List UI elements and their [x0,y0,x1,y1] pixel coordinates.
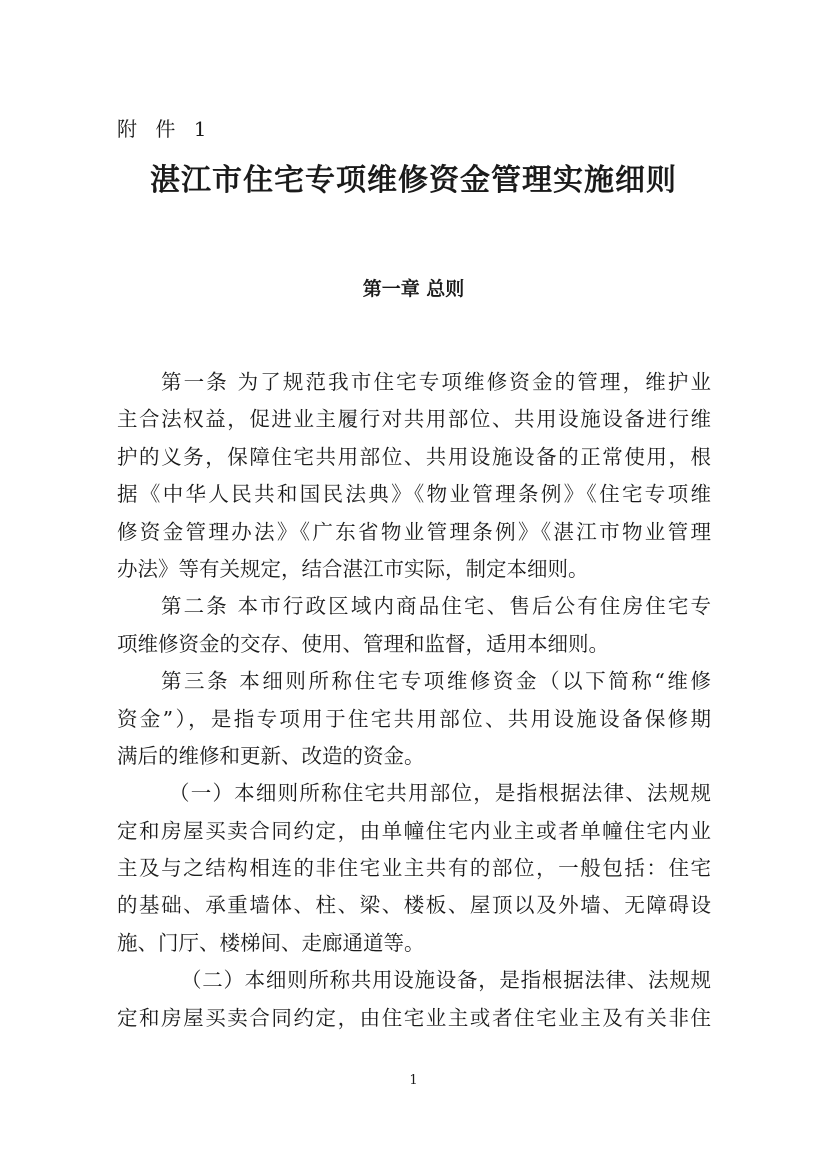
text-line: 第三条 本细则所称住宅专项维修资金（以下简称“维修 [161,669,711,694]
text-line: （二）本细则所称共用设施设备，是指根据法律、法规规 [181,968,711,993]
text-line: 施、门厅、楼梯间、走廊通道等。 [117,930,425,955]
page-number: 1 [409,1073,418,1088]
text-line: 满后的维修和更新、改造的资金。 [117,743,425,768]
document-title: 湛江市住宅专项维修资金管理实施细则 [150,163,677,198]
text-line: 第一条 为了规范我市住宅专项维修资金的管理，维护业 [161,370,711,394]
text-line: 据《中华人民共和国民法典》《物业管理条例》《住宅专项维 [117,482,711,507]
body-text [117,364,711,1037]
text-line: 资金”），是指专项用于住宅共用部位、共用设施设备保修期 [117,706,711,731]
text-line: 主合法权益，促进业主履行对共用部位、共用设施设备进行维 [117,407,711,432]
text-line: 办法》等有关规定，结合湛江市实际，制定本细则。 [117,556,589,581]
text-line: 主及与之结构相连的非住宅业主共有的部位，一般包括：住宅 [117,856,711,881]
text-line: 定和房屋买卖合同约定，由单幢住宅内业主或者单幢住宅内业 [117,818,711,843]
text-line: 修资金管理办法》《广东省物业管理条例》《湛江市物业管理 [117,519,711,544]
text-line: 定和房屋买卖合同约定，由住宅业主或者住宅业主及有关非住 [117,1005,711,1030]
text-line: 项维修资金的交存、使用、管理和监督，适用本细则。 [117,631,609,656]
chapter-heading: 第一章 总则 [362,278,465,300]
text-line: 的基础、承重墙体、柱、梁、楼板、屋顶以及外墙、无障碍设 [117,893,711,918]
attachment-label: 附 件 1 [117,117,213,141]
text-line: 护的义务，保障住宅共用部位、共用设施设备的正常使用，根 [117,444,711,469]
text-line: 第二条 本市行政区域内商品住宅、售后公有住房住宅专 [161,594,711,619]
text-line: （一）本细则所称住宅共用部位，是指根据法律、法规规 [169,781,711,806]
